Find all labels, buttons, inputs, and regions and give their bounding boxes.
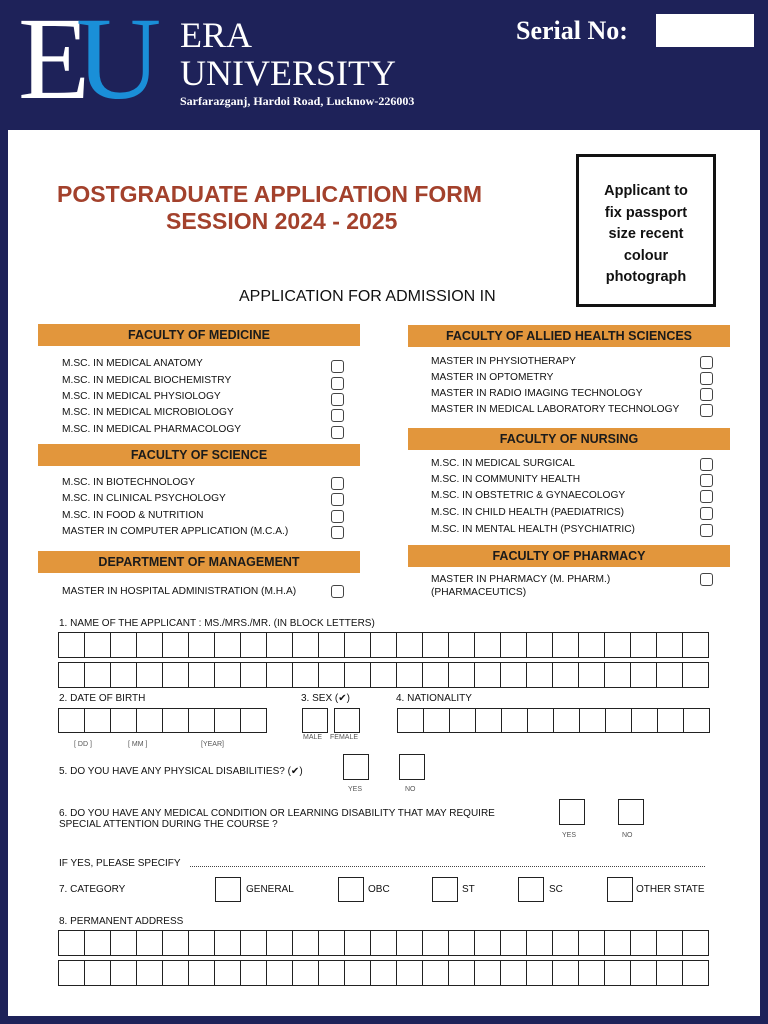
- category-st-label: ST: [462, 884, 475, 895]
- char-cell[interactable]: [111, 662, 137, 688]
- course-checkbox[interactable]: [700, 524, 713, 537]
- char-cell[interactable]: [605, 632, 631, 658]
- char-cell[interactable]: [345, 662, 371, 688]
- char-cell[interactable]: [137, 708, 163, 733]
- char-cell[interactable]: [137, 632, 163, 658]
- char-cell[interactable]: [85, 632, 111, 658]
- char-cell[interactable]: [189, 632, 215, 658]
- course-label: MASTER IN HOSPITAL ADMINISTRATION (M.H.A): [62, 586, 297, 597]
- char-cell[interactable]: [189, 960, 215, 986]
- course-checkbox[interactable]: [331, 360, 344, 373]
- char-cell[interactable]: [501, 960, 527, 986]
- medical-yes-box[interactable]: [559, 799, 585, 825]
- category-obc-box[interactable]: [338, 877, 364, 902]
- medical-condition-question: 6. DO YOU HAVE ANY MEDICAL CONDITION OR LEARNING DISABILITY THAT MAY REQUIRE: [59, 808, 495, 819]
- category-general-box[interactable]: [215, 877, 241, 902]
- char-cell[interactable]: [553, 662, 579, 688]
- course-label: MASTER IN MEDICAL LABORATORY TECHNOLOGY: [431, 404, 680, 415]
- char-cell[interactable]: [397, 930, 423, 956]
- char-cell[interactable]: [631, 960, 657, 986]
- char-cell[interactable]: [163, 632, 189, 658]
- char-cell[interactable]: [137, 930, 163, 956]
- char-cell[interactable]: [684, 708, 710, 733]
- char-cell[interactable]: [605, 960, 631, 986]
- char-cell[interactable]: [631, 930, 657, 956]
- char-cell[interactable]: [553, 632, 579, 658]
- char-cell[interactable]: [475, 632, 501, 658]
- photo-box-line: size recent: [608, 226, 684, 242]
- char-cell[interactable]: [450, 708, 476, 733]
- course-label: MASTER IN PHARMACY (M. PHARM.): [431, 574, 611, 585]
- faculty-pharmacy-header: FACULTY OF PHARMACY: [408, 545, 730, 567]
- course-label: M.SC. IN MEDICAL BIOCHEMISTRY: [62, 375, 232, 386]
- char-cell[interactable]: [501, 632, 527, 658]
- char-cell[interactable]: [553, 960, 579, 986]
- category-obc-label: OBC: [368, 884, 390, 895]
- char-cell[interactable]: [658, 708, 684, 733]
- char-cell[interactable]: [267, 930, 293, 956]
- course-checkbox[interactable]: [700, 356, 713, 369]
- char-cell[interactable]: [85, 960, 111, 986]
- char-cell[interactable]: [163, 708, 189, 733]
- char-cell[interactable]: [111, 960, 137, 986]
- char-cell[interactable]: [267, 662, 293, 688]
- course-checkbox[interactable]: [700, 573, 713, 586]
- course-checkbox[interactable]: [700, 404, 713, 417]
- char-cell[interactable]: [137, 960, 163, 986]
- course-label: M.SC. IN MEDICAL PHYSIOLOGY: [62, 391, 221, 402]
- char-cell[interactable]: [241, 960, 267, 986]
- course-label: MASTER IN COMPUTER APPLICATION (M.C.A.): [62, 526, 289, 537]
- course-checkbox[interactable]: [700, 372, 713, 385]
- char-cell[interactable]: [449, 960, 475, 986]
- address-field-row-1[interactable]: [58, 930, 709, 956]
- course-checkbox[interactable]: [331, 585, 344, 598]
- course-label: M.SC. IN CLINICAL PSYCHOLOGY: [62, 493, 226, 504]
- char-cell[interactable]: [579, 930, 605, 956]
- char-cell[interactable]: [85, 930, 111, 956]
- char-cell[interactable]: [215, 708, 241, 733]
- char-cell[interactable]: [319, 662, 345, 688]
- char-cell[interactable]: [371, 632, 397, 658]
- char-cell[interactable]: [111, 708, 137, 733]
- logo-letter-u: U: [76, 0, 162, 124]
- category-sc-label: SC: [549, 884, 563, 895]
- char-cell[interactable]: [215, 930, 241, 956]
- char-cell[interactable]: [657, 960, 683, 986]
- address-field-row-2[interactable]: [58, 960, 709, 986]
- char-cell[interactable]: [59, 708, 85, 733]
- address-question: 8. PERMANENT ADDRESS: [59, 916, 184, 927]
- char-cell[interactable]: [605, 662, 631, 688]
- char-cell[interactable]: [59, 960, 85, 986]
- char-cell[interactable]: [580, 708, 606, 733]
- course-checkbox[interactable]: [700, 507, 713, 520]
- char-cell[interactable]: [397, 960, 423, 986]
- course-label: MASTER IN PHYSIOTHERAPY: [431, 356, 576, 367]
- char-cell[interactable]: [683, 960, 709, 986]
- char-cell[interactable]: [345, 930, 371, 956]
- serial-number-field[interactable]: [656, 14, 754, 47]
- course-checkbox[interactable]: [331, 510, 344, 523]
- sex-female-box[interactable]: [334, 708, 360, 733]
- disability-yes-box[interactable]: [343, 754, 369, 780]
- university-name-line2: UNIVERSITY: [180, 53, 396, 93]
- course-checkbox[interactable]: [331, 409, 344, 422]
- category-other-state-label: OTHER STATE: [636, 884, 705, 895]
- char-cell[interactable]: [501, 930, 527, 956]
- char-cell[interactable]: [527, 662, 553, 688]
- char-cell[interactable]: [319, 930, 345, 956]
- course-label: MASTER IN RADIO IMAGING TECHNOLOGY: [431, 388, 643, 399]
- char-cell[interactable]: [502, 708, 528, 733]
- category-question: 7. CATEGORY: [59, 884, 126, 895]
- char-cell[interactable]: [449, 662, 475, 688]
- char-cell[interactable]: [632, 708, 658, 733]
- course-checkbox[interactable]: [331, 477, 344, 490]
- char-cell[interactable]: [475, 662, 501, 688]
- sex-question: 3. SEX (✔): [301, 693, 350, 704]
- course-label: M.SC. IN OBSTETRIC & GYNAECOLOGY: [431, 490, 626, 501]
- char-cell[interactable]: [683, 632, 709, 658]
- char-cell[interactable]: [631, 662, 657, 688]
- disability-no-label: NO: [405, 786, 416, 793]
- char-cell[interactable]: [319, 960, 345, 986]
- char-cell[interactable]: [475, 960, 501, 986]
- char-cell[interactable]: [241, 930, 267, 956]
- university-address: Sarfarazganj, Hardoi Road, Lucknow-226003: [180, 94, 415, 108]
- category-sc-box[interactable]: [518, 877, 544, 902]
- char-cell[interactable]: [424, 708, 450, 733]
- disability-no-box[interactable]: [399, 754, 425, 780]
- char-cell[interactable]: [475, 930, 501, 956]
- char-cell[interactable]: [215, 662, 241, 688]
- char-cell[interactable]: [423, 960, 449, 986]
- char-cell[interactable]: [267, 632, 293, 658]
- department-management-header: DEPARTMENT OF MANAGEMENT: [38, 551, 360, 573]
- char-cell[interactable]: [371, 930, 397, 956]
- char-cell[interactable]: [293, 930, 319, 956]
- char-cell[interactable]: [606, 708, 632, 733]
- disability-yes-label: YES: [348, 786, 363, 793]
- char-cell[interactable]: [527, 960, 553, 986]
- char-cell[interactable]: [397, 662, 423, 688]
- char-cell[interactable]: [398, 708, 424, 733]
- char-cell[interactable]: [476, 708, 502, 733]
- char-cell[interactable]: [345, 960, 371, 986]
- char-cell[interactable]: [111, 930, 137, 956]
- char-cell[interactable]: [449, 632, 475, 658]
- char-cell[interactable]: [59, 662, 85, 688]
- course-checkbox[interactable]: [331, 393, 344, 406]
- dob-month-hint: [ MM ]: [128, 741, 148, 748]
- course-label: M.SC. IN MEDICAL MICROBIOLOGY: [62, 407, 234, 418]
- name-question: 1. NAME OF THE APPLICANT : MS./MRS./MR. (IN BLOCK LETTERS): [59, 618, 375, 629]
- char-cell[interactable]: [163, 960, 189, 986]
- nationality-question: 4. NATIONALITY: [396, 693, 472, 704]
- char-cell[interactable]: [579, 662, 605, 688]
- course-label-continued: (PHARMACEUTICS): [431, 587, 527, 598]
- photo-box-line: fix passport: [604, 204, 688, 221]
- category-other-state-box[interactable]: [607, 877, 633, 902]
- medical-no-label: NO: [622, 832, 633, 839]
- char-cell[interactable]: [371, 960, 397, 986]
- nationality-field[interactable]: [397, 708, 710, 733]
- name-field-row-2[interactable]: [58, 662, 709, 688]
- course-label: M.SC. IN MEDICAL ANATOMY: [62, 358, 203, 369]
- char-cell[interactable]: [371, 662, 397, 688]
- form-title: POSTGRADUATE APPLICATION FORM: [57, 181, 483, 207]
- if-yes-specify-line[interactable]: [190, 866, 705, 867]
- dob-question: 2. DATE OF BIRTH: [59, 693, 146, 704]
- char-cell[interactable]: [554, 708, 580, 733]
- course-label: MASTER IN OPTOMETRY: [431, 372, 554, 383]
- char-cell[interactable]: [657, 662, 683, 688]
- char-cell[interactable]: [215, 632, 241, 658]
- photo-box-line: Applicant to: [604, 183, 688, 199]
- char-cell[interactable]: [267, 960, 293, 986]
- course-label: M.SC. IN COMMUNITY HEALTH: [431, 474, 581, 485]
- course-label: M.SC. IN FOOD & NUTRITION: [62, 510, 204, 521]
- char-cell[interactable]: [163, 662, 189, 688]
- logo-letter-e: E: [18, 0, 73, 124]
- faculty-medicine-header: FACULTY OF MEDICINE: [38, 324, 360, 346]
- char-cell[interactable]: [137, 662, 163, 688]
- char-cell[interactable]: [683, 930, 709, 956]
- char-cell[interactable]: [528, 708, 554, 733]
- course-label: M.SC. IN BIOTECHNOLOGY: [62, 477, 196, 488]
- char-cell[interactable]: [449, 930, 475, 956]
- char-cell[interactable]: [423, 662, 449, 688]
- char-cell[interactable]: [631, 632, 657, 658]
- course-label: M.SC. IN CHILD HEALTH (PAEDIATRICS): [431, 507, 625, 518]
- admission-heading: APPLICATION FOR ADMISSION IN: [239, 288, 496, 305]
- category-st-box[interactable]: [432, 877, 458, 902]
- char-cell[interactable]: [241, 662, 267, 688]
- course-checkbox[interactable]: [700, 458, 713, 471]
- university-name-line1: ERA: [180, 15, 252, 55]
- course-checkbox[interactable]: [331, 377, 344, 390]
- course-label: M.SC. IN MENTAL HEALTH (PSYCHIATRIC): [431, 524, 635, 535]
- course-checkbox[interactable]: [331, 426, 344, 439]
- serial-number-label: Serial No:: [516, 16, 628, 45]
- char-cell[interactable]: [579, 632, 605, 658]
- medical-condition-question-cont: SPECIAL ATTENTION DURING THE COURSE ?: [59, 819, 278, 830]
- course-checkbox[interactable]: [331, 493, 344, 506]
- char-cell[interactable]: [241, 632, 267, 658]
- char-cell[interactable]: [553, 930, 579, 956]
- char-cell[interactable]: [59, 632, 85, 658]
- medical-yes-label: YES: [562, 832, 577, 839]
- char-cell[interactable]: [189, 708, 215, 733]
- if-yes-specify-label: IF YES, PLEASE SPECIFY: [59, 858, 181, 869]
- char-cell[interactable]: [85, 662, 111, 688]
- char-cell[interactable]: [423, 632, 449, 658]
- form-session: SESSION 2024 - 2025: [166, 208, 398, 234]
- char-cell[interactable]: [683, 662, 709, 688]
- char-cell[interactable]: [293, 662, 319, 688]
- char-cell[interactable]: [423, 930, 449, 956]
- char-cell[interactable]: [319, 632, 345, 658]
- faculty-nursing-header: FACULTY OF NURSING: [408, 428, 730, 450]
- char-cell[interactable]: [501, 662, 527, 688]
- char-cell[interactable]: [241, 708, 267, 733]
- char-cell[interactable]: [189, 662, 215, 688]
- char-cell[interactable]: [85, 708, 111, 733]
- name-field-row-1[interactable]: [58, 632, 709, 658]
- course-checkbox[interactable]: [700, 490, 713, 503]
- dob-field[interactable]: [58, 708, 267, 733]
- char-cell[interactable]: [527, 930, 553, 956]
- dob-day-hint: [ DD ]: [74, 741, 92, 748]
- category-general-label: GENERAL: [246, 884, 294, 895]
- disability-question: 5. DO YOU HAVE ANY PHYSICAL DISABILITIES? (✔): [59, 766, 303, 777]
- sex-female-label: FEMALE: [330, 734, 359, 741]
- char-cell[interactable]: [59, 930, 85, 956]
- char-cell[interactable]: [527, 632, 553, 658]
- char-cell[interactable]: [657, 930, 683, 956]
- faculty-science-header: FACULTY OF SCIENCE: [38, 444, 360, 466]
- char-cell[interactable]: [293, 632, 319, 658]
- faculty-allied-header: FACULTY OF ALLIED HEALTH SCIENCES: [408, 325, 730, 347]
- course-checkbox[interactable]: [331, 526, 344, 539]
- char-cell[interactable]: [293, 960, 319, 986]
- char-cell[interactable]: [345, 632, 371, 658]
- char-cell[interactable]: [111, 632, 137, 658]
- photo-box-line: photograph: [605, 269, 687, 285]
- course-label: M.SC. IN MEDICAL PHARMACOLOGY: [62, 424, 242, 435]
- char-cell[interactable]: [579, 960, 605, 986]
- sex-male-box[interactable]: [302, 708, 328, 733]
- photo-box[interactable]: [576, 154, 716, 307]
- course-label: M.SC. IN MEDICAL SURGICAL: [431, 458, 575, 469]
- char-cell[interactable]: [189, 930, 215, 956]
- char-cell[interactable]: [163, 930, 189, 956]
- course-checkbox[interactable]: [700, 474, 713, 487]
- char-cell[interactable]: [657, 632, 683, 658]
- course-checkbox[interactable]: [700, 388, 713, 401]
- char-cell[interactable]: [397, 632, 423, 658]
- char-cell[interactable]: [605, 930, 631, 956]
- photo-box-line: colour: [623, 247, 669, 264]
- dob-year-hint: [YEAR]: [201, 741, 224, 748]
- medical-no-box[interactable]: [618, 799, 644, 825]
- sex-male-label: MALE: [303, 734, 323, 741]
- char-cell[interactable]: [215, 960, 241, 986]
